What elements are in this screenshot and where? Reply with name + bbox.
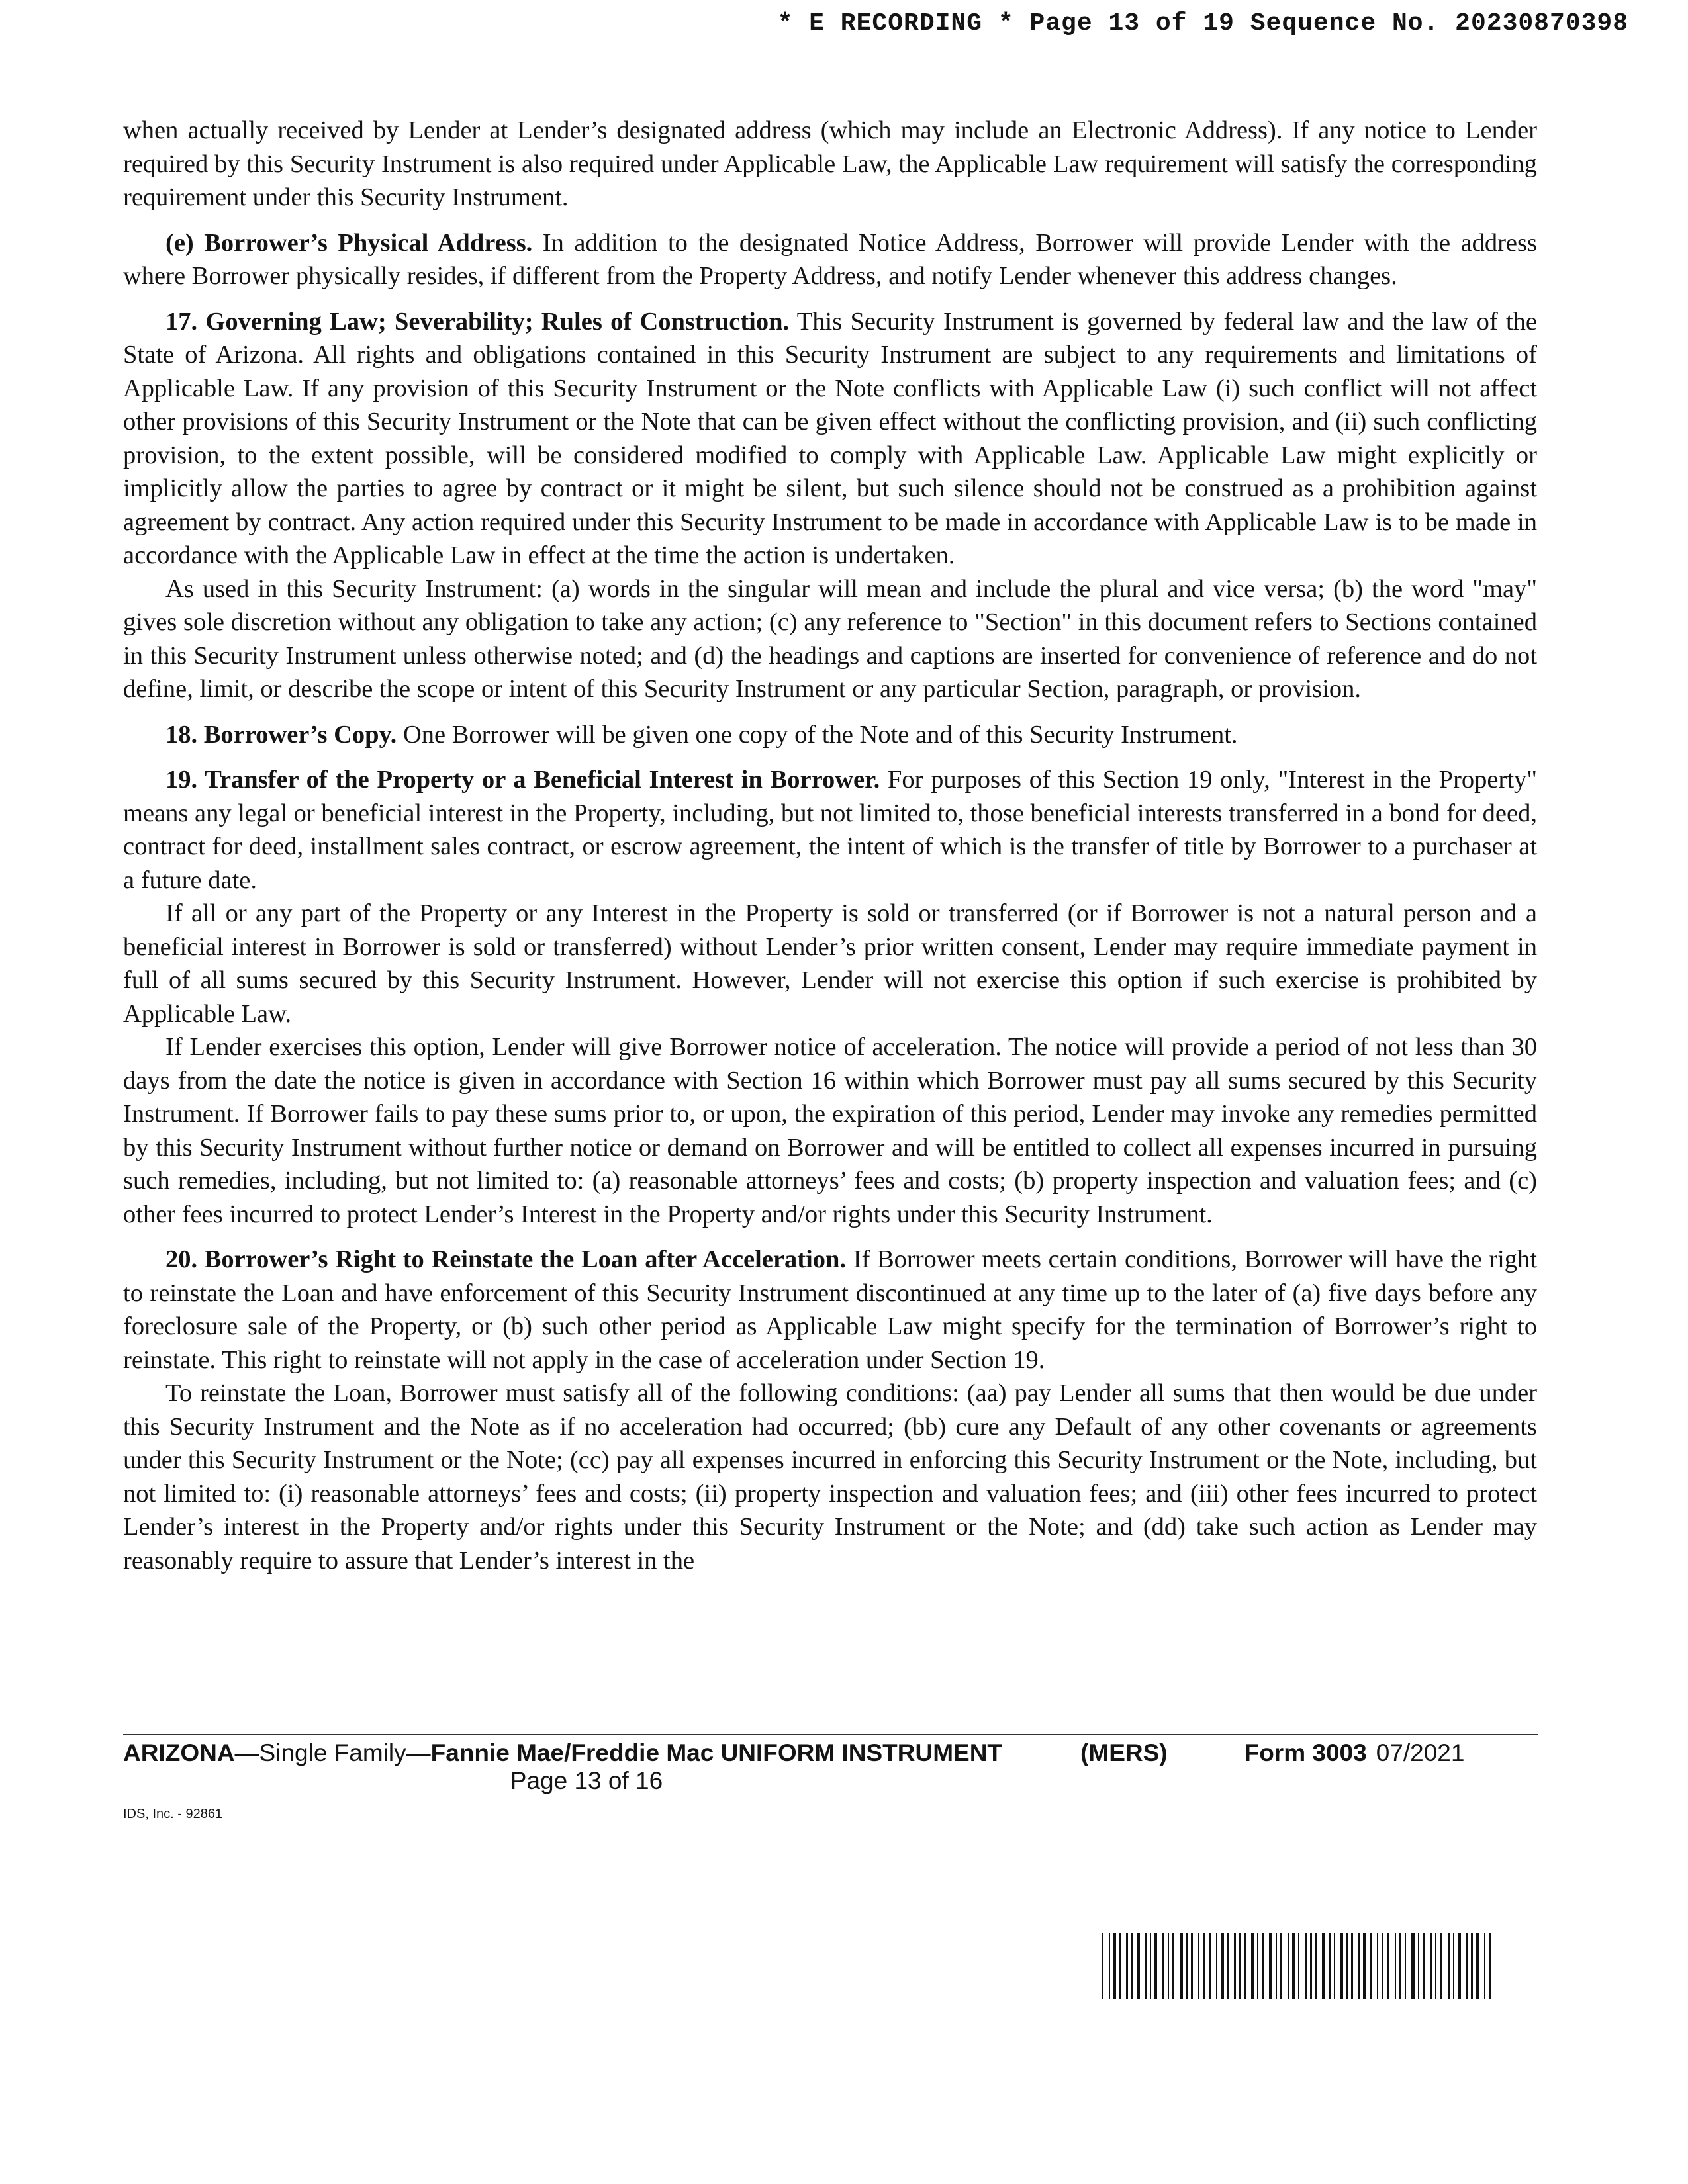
barcode xyxy=(1102,1933,1538,1999)
barcode-bar xyxy=(1395,1933,1396,1999)
paragraph-section-20 xyxy=(123,1243,1537,1377)
barcode-bar xyxy=(1137,1933,1140,1999)
paragraph-physical-address xyxy=(123,226,1537,293)
barcode-bar xyxy=(1102,1933,1103,1999)
recording-header: * E RECORDING * Page 13 of 19 Sequence No. 20230870398 xyxy=(777,9,1628,38)
barcode-bar xyxy=(1203,1933,1205,1999)
paragraph-heading: 19. Transfer of the Property or a Beneficial Interest in Borrower. xyxy=(165,766,880,794)
barcode-bar xyxy=(1221,1933,1224,1999)
barcode-bar xyxy=(1198,1933,1199,1999)
form-footer xyxy=(123,1739,1538,1822)
paragraph-text: In addition to the designated Notice Address, Borrower will provide Lender with the address where Borrower physically resides, if different from the Property Address, and notify Lender whenever this address changes. xyxy=(123,228,1537,290)
barcode-bar xyxy=(1423,1933,1425,1999)
paragraph-heading: 17. Governing Law; Severability; Rules of Construction. xyxy=(165,307,790,336)
barcode-bar xyxy=(1257,1933,1258,1999)
barcode-bar xyxy=(1471,1933,1473,1999)
document-body xyxy=(123,114,1537,1577)
footer-family: —Single Family— xyxy=(234,1739,431,1766)
footer-ids-code: IDS, Inc. - 92861 xyxy=(123,1807,223,1821)
barcode-bar xyxy=(1154,1933,1157,1999)
paragraph-heading: (e) Borrower’s Physical Address. xyxy=(165,228,533,257)
paragraph-section-17 xyxy=(123,305,1537,572)
barcode-bar xyxy=(1476,1933,1479,1999)
paragraph-section-20-conditions xyxy=(123,1377,1537,1577)
footer-mers: (MERS) xyxy=(1080,1739,1168,1766)
form-title-line xyxy=(123,1739,1538,1770)
barcode-bar xyxy=(1440,1933,1442,1999)
paragraph-section-17-construction xyxy=(123,572,1537,706)
paragraph-heading: 20. Borrower’s Right to Reinstate the Loan after Acceleration. xyxy=(165,1246,847,1273)
footer-instrument: Fannie Mae/Freddie Mac UNIFORM INSTRUMENT xyxy=(430,1739,1003,1766)
barcode-bar xyxy=(1251,1933,1254,1999)
paragraph-section-18 xyxy=(123,718,1537,752)
barcode-bar xyxy=(1172,1933,1174,1999)
barcode-bar xyxy=(1145,1933,1147,1999)
barcode-bar xyxy=(1351,1933,1353,1999)
footer-divider xyxy=(123,1734,1538,1735)
barcode-bar xyxy=(1484,1933,1485,1999)
footer-page-number: Page 13 of 16 xyxy=(510,1767,663,1794)
barcode-bar xyxy=(1269,1933,1272,1999)
paragraph-text: If Borrower meets certain conditions, Borrower will have the right to reinstate the Loan and have enforcement of this Security Instrument discontinued at any time up to the later of (a) five days before any foreclosure sale of the Property, or (b) such other period as Applicable Law might specify for the termination of Borrower’s right to reinstate. This right to reinstate will not apply in the case of acceleration under Section 19. xyxy=(123,1246,1537,1374)
barcode-bar xyxy=(1399,1933,1401,1999)
barcode-bar xyxy=(1113,1933,1116,1999)
paragraph-section-19-transfer xyxy=(123,897,1537,1030)
barcode-bar xyxy=(1168,1933,1169,1999)
barcode-bar xyxy=(1126,1933,1128,1999)
paragraph-text: when actually received by Lender at Lender’s designated address (which may include an Electronic Address). If any notice to Lender required by this Security Instrument is also required under Applicable Law, the Applicable Law requirement will satisfy the corresponding requirement under this Security Instrument. xyxy=(123,116,1537,211)
barcode-bar xyxy=(1298,1933,1299,1999)
barcode-bar xyxy=(1276,1933,1277,1999)
barcode-bar xyxy=(1288,1933,1289,1999)
paragraph-text: One Borrower will be given one copy of the Note and of this Security Instrument. xyxy=(397,720,1238,749)
barcode-bar xyxy=(1363,1933,1366,1999)
barcode-bar xyxy=(1315,1933,1317,1999)
paragraph-text: As used in this Security Instrument: (a) words in the singular will mean and include the plural and vice versa; (b) the word "may" gives sole discretion without any obligation to take any action; (c) any reference to "Section" in this document refers to Sections contained in this Security Instrument unless otherwise noted; and (d) the headings and captions are inserted for convenience of reference and do not define, limit, or describe the scope or intent of this Security Instrument or any particular Section, paragraph, or provision. xyxy=(123,574,1537,703)
barcode-bar xyxy=(1329,1933,1331,1999)
barcode-bar xyxy=(1405,1933,1406,1999)
barcode-bar xyxy=(1227,1933,1229,1999)
paragraph-section-19 xyxy=(123,763,1537,897)
barcode-bar xyxy=(1458,1933,1461,1999)
barcode-bar xyxy=(1150,1933,1151,1999)
barcode-bar xyxy=(1411,1933,1415,1999)
barcode-bar xyxy=(1435,1933,1436,1999)
paragraph-text: If Lender exercises this option, Lender will give Borrower notice of acceleration. The notice will provide a period of not less than 30 days from the date the notice is given in accordance with Section 16 within which Borrower must pay all sums secured by this Security Instrument. If Borrower fails to pay these sums prior to, or upon, the expiration of this period, Lender may invoke any remedies permitted by this Security Instrument without further notice or demand on Borrower and will be entitled to collect all expenses incurred in pursuing such remedies, including, but not limited to: (a) reasonable attorneys’ fees and costs; (b) property inspection and valuation fees; and (c) other fees incurred to protect Lender’s Interest in the Property and/or rights under this Security Instrument. xyxy=(123,1033,1537,1228)
barcode-bar xyxy=(1346,1933,1348,1999)
paragraph-section-19-acceleration xyxy=(123,1030,1537,1231)
barcode-bar xyxy=(1262,1933,1264,1999)
barcode-bar xyxy=(1430,1933,1432,1999)
barcode-bar xyxy=(1370,1933,1372,1999)
barcode-bar xyxy=(1387,1933,1389,1999)
barcode-bar xyxy=(1322,1933,1325,1999)
barcode-bar xyxy=(1191,1933,1193,1999)
footer-state: ARIZONA xyxy=(123,1739,235,1766)
paragraph-text: This Security Instrument is governed by federal law and the law of the State of Arizona. All rights and obligations contained in this Security Instrument are subject to any requirements and limitations of Applicable Law. If any provision of this Security Instrument or the Note conflicts with Applicable Law (i) such conflict will not affect other provisions of this Security Instrument or the Note that can be given effect without the conflicting provision, and (ii) such conflicting provision, to the extent possible, will be considered modified to comply with Applicable Law. Applicable Law might explicitly or implicitly allow the parties to agree by contract or it might be silent, but such silence should not be construed as a prohibition against agreement by contract. Any action required under this Security Instrument to be made in accordance with Applicable Law is to be made in accordance with the Applicable Law in effect at the time the action is undertaken. xyxy=(123,307,1537,569)
barcode-bar xyxy=(1239,1933,1241,1999)
barcode-bar xyxy=(1418,1933,1419,1999)
barcode-bar xyxy=(1186,1933,1188,1999)
barcode-bar xyxy=(1466,1933,1468,1999)
footer-form-date: 07/2021 xyxy=(1376,1739,1465,1766)
barcode-bar xyxy=(1216,1933,1217,1999)
paragraph-text: For purposes of this Section 19 only, "Interest in the Property" means any legal or beneficial interest in the Property, including, but not limited to, those beneficial interests transferred in a bond for deed, contract for deed, installment sales contract, or escrow agreement, the intent of which is the transfer of title by Borrower to a purchaser at a future date. xyxy=(123,766,1537,894)
paragraph-notice-continued xyxy=(123,114,1537,214)
footer-form-number: Form 3003 xyxy=(1244,1739,1367,1766)
paragraph-heading: 18. Borrower’s Copy. xyxy=(165,720,397,749)
barcode-bar xyxy=(1310,1933,1312,1999)
barcode-bar xyxy=(1448,1933,1450,1999)
barcode-bar xyxy=(1292,1933,1295,1999)
barcode-bar xyxy=(1131,1933,1133,1999)
barcode-bar xyxy=(1358,1933,1360,1999)
barcode-bar xyxy=(1280,1933,1282,1999)
barcode-bar xyxy=(1489,1933,1491,1999)
barcode-bar xyxy=(1109,1933,1110,1999)
barcode-bar xyxy=(1334,1933,1335,1999)
barcode-bar xyxy=(1340,1933,1343,1999)
barcode-bar xyxy=(1377,1933,1378,1999)
barcode-bar xyxy=(1305,1933,1307,1999)
barcode-bar xyxy=(1209,1933,1211,1999)
barcode-bar xyxy=(1244,1933,1246,1999)
barcode-bar xyxy=(1162,1933,1164,1999)
barcode-bar xyxy=(1180,1933,1183,1999)
barcode-bar xyxy=(1119,1933,1121,1999)
paragraph-text: If all or any part of the Property or any Interest in the Property is sold or transferred (or if Borrower is not a natural person and a beneficial interest in Borrower is sold or transferred) without Lender’s prior written consent, Lender may require immediate payment in full of all sums secured by this Security Instrument. However, Lender will not exercise this option if such exercise is prohibited by Applicable Law. xyxy=(123,899,1537,1028)
barcode-bar xyxy=(1234,1933,1236,1999)
barcode-bar xyxy=(1453,1933,1454,1999)
paragraph-text: To reinstate the Loan, Borrower must satisfy all of the following conditions: (aa) pay Lender all sums that then would be due under this Security Instrument and the Note as if no acceleration had occurred; (bb) cure any Default of any other covenants or agreements under this Security Instrument or the Note; (cc) pay all expenses incurred in enforcing this Security Instrument or the Note, including, but not limited to: (i) reasonable attorneys’ fees and costs; (ii) property inspection and valuation fees; and (iii) other fees incurred to protect Lender’s interest in the Property and/or rights under this Security Instrument or the Note; and (dd) take such action as Lender may reasonably require to assure that Lender’s interest in the xyxy=(123,1379,1537,1574)
barcode-bar xyxy=(1382,1933,1383,1999)
